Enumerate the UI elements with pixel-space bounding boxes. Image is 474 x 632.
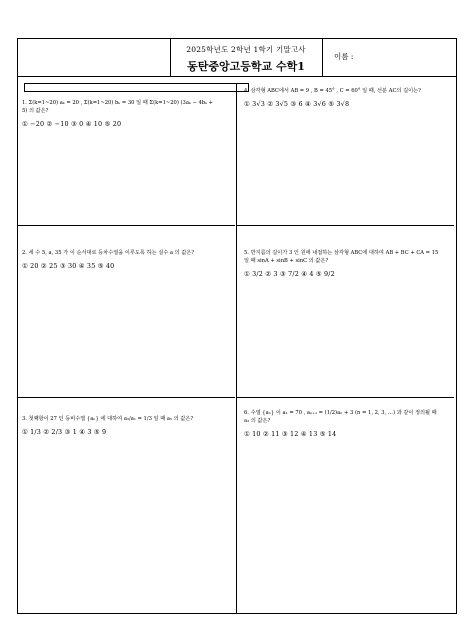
answer-choices: ① −20 ② −10 ③ 0 ④ 10 ⑤ 20 (22, 120, 122, 128)
answer-choices: ① 20 ② 25 ③ 30 ④ 35 ⑤ 40 (22, 262, 115, 270)
question-stem: 5. 반지름의 길이가 3 인 원에 내접하는 삼각형 ABC에 대하여 AB + BC + CA = 15 일 때 sinA + sinB + sinC 의 값은? (244, 250, 439, 264)
question-stem: 2. 세 수 5, a, 35 가 이 순서대로 등차수열을 이루도록 하는 실수 a 의 값은? (22, 250, 195, 256)
exam-title: 2025학년도 2학년 1학기 기말고사 (186, 45, 306, 54)
column-divider (236, 84, 237, 613)
exam-header (18, 39, 456, 77)
question-5 (244, 249, 440, 278)
answer-choices: ① 10 ② 11 ③ 12 ④ 13 ⑤ 14 (244, 430, 337, 438)
row-divider (18, 225, 235, 226)
answer-choices: ① 3/2 ② 3 ③ 7/2 ④ 4 ⑤ 9/2 (244, 270, 335, 278)
exam-sheet (17, 38, 457, 614)
row-divider (237, 397, 454, 398)
row-divider (237, 225, 454, 226)
question-2 (22, 249, 218, 270)
school-title: 동탄중앙고등학교 수학1 (187, 60, 305, 73)
question-4 (244, 87, 440, 108)
question-stem: 4. 삼각형 ABC에서 AB = 9 , B = 45° , C = 60° 일 때, 선분 AC의 길이는? (244, 88, 421, 94)
row-divider (18, 397, 235, 398)
header-name-cell (322, 39, 456, 76)
question-stem: 1. Σ(k=1~20) aₖ = 20 , Σ(k=1~20) bₖ = 30 일 때 Σ(k=1~20) (3aₖ − 4bₖ + 5) 의 값은? (22, 100, 213, 114)
question-stem: 6. 수열 {aₙ} 이 a₁ = 70 , aₙ₊₁ = (1/2)aₙ + 3 (n = 1, 2, 3, …) 과 같이 정의될 때 a₃ 의 값은? (244, 410, 437, 424)
header-empty-cell (18, 39, 171, 76)
header-title-cell (170, 39, 323, 76)
question-3 (22, 415, 218, 436)
question-stem: 3. 첫째항이 27 인 등비수열 {aₙ} 에 대하여 a₃/a₁ = 1/3 일 때 a₅ 의 값은? (22, 416, 194, 422)
answer-choices: ① 3√3 ② 3√5 ③ 6 ④ 3√6 ⑤ 3√8 (244, 100, 350, 108)
question-6 (244, 409, 440, 438)
name-label: 이름 : (334, 52, 354, 61)
blank-box (24, 83, 249, 92)
answer-choices: ① 1/3 ② 2/3 ③ 1 ④ 3 ⑤ 9 (22, 428, 107, 436)
question-1 (22, 99, 218, 128)
